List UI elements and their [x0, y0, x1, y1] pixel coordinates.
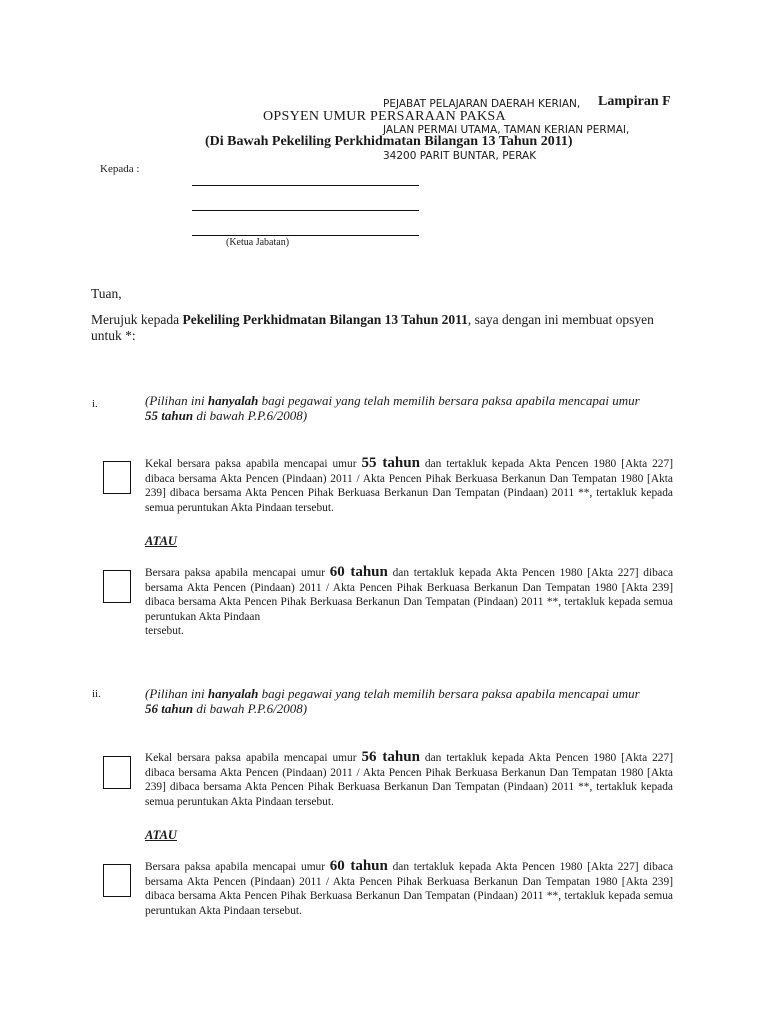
option-age: 55 tahun [361, 455, 420, 471]
option-text-a: Bersara paksa apabila mencapai umur [145, 861, 330, 873]
section-number: ii. [92, 688, 101, 700]
intro-paragraph [91, 312, 681, 344]
option-text-b: dan tertakluk kepada Akta Pencen 1980 [Akta 227] dibaca bersama Akta Pencen (Pindaan) 2011 / Akta Pencen Pihak Berkuasa Berkanun Dan Tempatan 1980 [Akta 239] dibaca bersama Akta Pencen Pihak Berkuasa Berkanun Dan Tempatan (Pindaan) 2011 **, tertakluk kepada semua peruntukan Akta Pindaan tersebut. [145, 861, 673, 917]
form-title: OPSYEN UMUR PERSARAAN PAKSA [263, 109, 506, 124]
option-checkbox-55-kekal[interactable] [103, 461, 131, 494]
note-age: 56 tahun [145, 701, 194, 716]
note-text: di bawah P.P.6/2008) [193, 408, 308, 423]
option-text-a: Kekal bersara paksa apabila mencapai umur [145, 458, 362, 470]
option-checkbox-60-bersara-ii[interactable] [103, 864, 131, 897]
note-emphasis: hanyalah [207, 393, 259, 408]
office-address-line-3: 34200 PARIT BUNTAR, PERAK [383, 150, 537, 162]
lampiran-label: Lampiran F [598, 94, 671, 109]
atau-label: ATAU [145, 828, 177, 842]
option-checkbox-60-bersara[interactable] [103, 570, 131, 603]
option-text-b: dan tertakluk kepada Akta Pencen 1980 [Akta 227] dibaca bersama Akta Pencen (Pindaan) 2011 / Akta Pencen Pihak Berkuasa Berkanun Dan Tempatan 1980 [Akta 239] dibaca bersama Akta Pencen Pihak Berkuasa Berkanun Dan Tempatan (Pindaan) 2011 **, tertakluk kepada semua peruntukan Akta Pindaan tersebut. [145, 752, 673, 808]
recipient-line-1[interactable] [192, 185, 419, 186]
intro-text-cont: , saya dengan ini membuat opsyen [467, 312, 654, 327]
office-address-line-1: PEJABAT PELAJARAN DAERAH KERIAN, [383, 98, 581, 110]
atau-label: ATAU [145, 534, 177, 548]
option-age: 56 tahun [361, 749, 420, 765]
option-age: 60 tahun [329, 858, 388, 874]
kepada-label: Kepada : [100, 163, 140, 175]
option-text-c: tersebut. [145, 625, 184, 638]
intro-text: Merujuk kepada [91, 312, 183, 327]
note-text: di bawah P.P.6/2008) [193, 701, 308, 716]
section-note [145, 686, 685, 716]
option-text [145, 859, 673, 918]
note-text: bagi pegawai yang telah memilih bersara paksa apabila mencapai umur [258, 686, 640, 701]
option-text [145, 456, 673, 515]
pekeliling-reference: Pekeliling Perkhidmatan Bilangan 13 Tahun 2011 [182, 312, 468, 327]
section-note [145, 393, 685, 423]
office-address-line-2: JALAN PERMAI UTAMA, TAMAN KERIAN PERMAI, [383, 124, 630, 136]
form-subtitle: (Di Bawah Pekeliling Perkhidmatan Bilangan 13 Tahun 2011) [205, 134, 573, 149]
section-number: i. [92, 398, 98, 410]
salutation: Tuan, [91, 286, 122, 301]
option-text-b: dan tertakluk kepada Akta Pencen 1980 [Akta 227] dibaca bersama Akta Pencen (Pindaan) 2011 / Akta Pencen Pihak Berkuasa Berkanun Dan Tempatan 1980 [Akta 239] dibaca bersama Akta Pencen Pihak Berkuasa Berkanun Dan Tempatan (Pindaan) 2011 **, tertakluk kepada semua peruntukan Akta Pindaan tersebut. [145, 458, 673, 514]
option-text [145, 750, 673, 809]
recipient-line-2[interactable] [192, 210, 419, 211]
intro-line-2: untuk *: [91, 328, 136, 343]
ketua-jabatan-label: (Ketua Jabatan) [226, 237, 290, 248]
note-text: (Pilihan ini [145, 393, 208, 408]
option-text-a: Bersara paksa apabila mencapai umur [145, 567, 330, 579]
note-text: (Pilihan ini [145, 686, 208, 701]
option-checkbox-56-kekal[interactable] [103, 756, 131, 789]
note-emphasis: hanyalah [207, 686, 259, 701]
note-text: bagi pegawai yang telah memilih bersara paksa apabila mencapai umur [258, 393, 640, 408]
option-text [145, 565, 673, 639]
option-age: 60 tahun [329, 564, 388, 580]
note-age: 55 tahun [145, 408, 194, 423]
option-text-b: dan tertakluk kepada Akta Pencen 1980 [Akta 227] dibaca bersama Akta Pencen (Pindaan) 2011 / Akta Pencen Pihak Berkuasa Berkanun Dan Tempatan 1980 [Akta 239] dibaca bersama Akta Pencen Pihak Berkuasa Berkanun Dan Tempatan (Pindaan) 2011 **, tertakluk kepada semua peruntukan Akta Pindaan [145, 567, 673, 623]
option-text-a: Kekal bersara paksa apabila mencapai umur [145, 752, 362, 764]
recipient-line-3[interactable] [192, 235, 419, 236]
